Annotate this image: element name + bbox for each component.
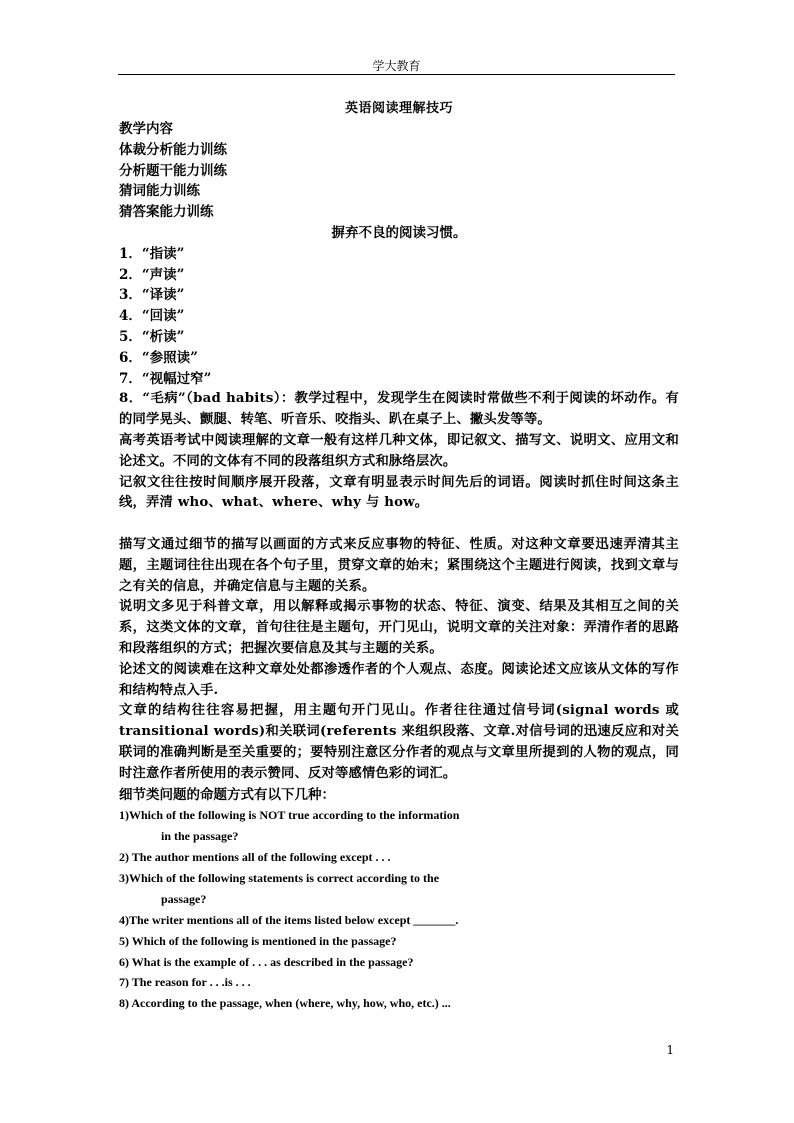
question-item-continuation: passage? — [161, 891, 207, 906]
header-rule — [118, 74, 675, 75]
question-item: 4)The writer mentions all of the items listed below except _______. — [119, 912, 459, 927]
habit-item: 6．“参照读” — [119, 349, 198, 366]
habit-item: 1．“指读” — [119, 245, 185, 262]
question-item-continuation: in the passage? — [161, 829, 239, 844]
paragraph-descriptive: 描写文通过细节的描写以画面的方式来反应事物的特征、性质。对这种文章要迅速弄清其主题，主题词往往出现在各个句子里，贯穿文章的始末；紧围绕这个主题进行阅读，找到文章与之有关的信息，并确定信息与主题的关系。 — [119, 536, 679, 594]
question-item: 7) The reason for . . .is . . . — [119, 975, 251, 990]
paragraph-argumentative: 论述文的阅读难在这种文章处处都渗透作者的个人观点、态度。阅读论述文应该从文体的写作和结构特点入手. — [119, 661, 679, 698]
paragraph-bad-habits: 8．“毛病”（bad habits）：教学过程中，发现学生在阅读时常做些不利于阅读的坏动作。有的同学晃头、颤腿、转笔、听音乐、咬指头、趴在桌子上、撇头发等等。 — [119, 391, 679, 428]
paragraph-genres: 高考英语考试中阅读理解的文章一般有这样几种文体，即记叙文、描写文、说明文、应用文和论述文。不同的文体有不同的段落组织方式和脉络层次。 — [119, 432, 679, 469]
page-header: 学大教育 — [372, 59, 421, 73]
habit-item: 2．“声读” — [119, 266, 185, 283]
question-item: 3)Which of the following statements is correct according to the — [119, 870, 440, 885]
paragraph-narrative: 记叙文往往按时间顺序展开段落，文章有明显表示时间先后的词语。阅读时抓住时间这条主线，弄清 who、what、where、why 与 how。 — [119, 474, 679, 511]
question-item: 1)Which of the following is NOT true according to the information — [119, 808, 460, 823]
habit-item: 7．“视幅过窄” — [119, 370, 212, 387]
blank-line — [119, 514, 679, 535]
section-heading: 摒弃不良的阅读习惯。 — [331, 224, 467, 241]
outline-item: 猜词能力训练 — [119, 183, 200, 200]
habit-item: 3．“译读” — [119, 287, 185, 304]
habit-item: 4．“回读” — [119, 308, 185, 325]
question-item: 5) Which of the following is mentioned in the passage? — [119, 933, 397, 948]
document-title: 英语阅读理解技巧 — [344, 101, 453, 116]
outline-item: 教学内容 — [119, 121, 173, 137]
question-item: 8) According to the passage, when (where, why, how, who, etc.) ... — [119, 996, 451, 1011]
paragraph-structure: 文章的结构往往容易把握，用主题句开门见山。作者往往通过信号词(signal words 或 transitional words)和关联词(referents 来组织段落、文章.对信号词的迅速反应和对关联词的准确判断是至关重要的；要特别注意区分作者的观点与文章里所提到的人物的观点，同时注意作者所使用的表示赞同、反对等感情色彩的词汇。 — [119, 703, 679, 781]
question-item: 6) What is the example of . . . as described in the passage? — [119, 954, 414, 969]
document-body — [119, 98, 679, 1014]
question-item: 2) The author mentions all of the following except . . . — [119, 850, 391, 865]
outline-item: 猜答案能力训练 — [119, 204, 214, 221]
page-number: 1 — [666, 1043, 674, 1057]
habit-item: 5．“析读” — [119, 328, 185, 345]
outline-item: 体裁分析能力训练 — [119, 141, 227, 158]
outline-item: 分析题干能力训练 — [119, 162, 227, 179]
paragraph-expository: 说明文多见于科普文章，用以解释或揭示事物的状态、特征、演变、结果及其相互之间的关系，这类文体的文章，首句往往是主题句，开门见山，说明文章的关注对象：弄清作者的思路和段落组织的方式；把握次要信息及其与主题的关系。 — [119, 599, 679, 656]
detail-questions-intro: 细节类问题的命题方式有以下几种： — [119, 786, 335, 803]
